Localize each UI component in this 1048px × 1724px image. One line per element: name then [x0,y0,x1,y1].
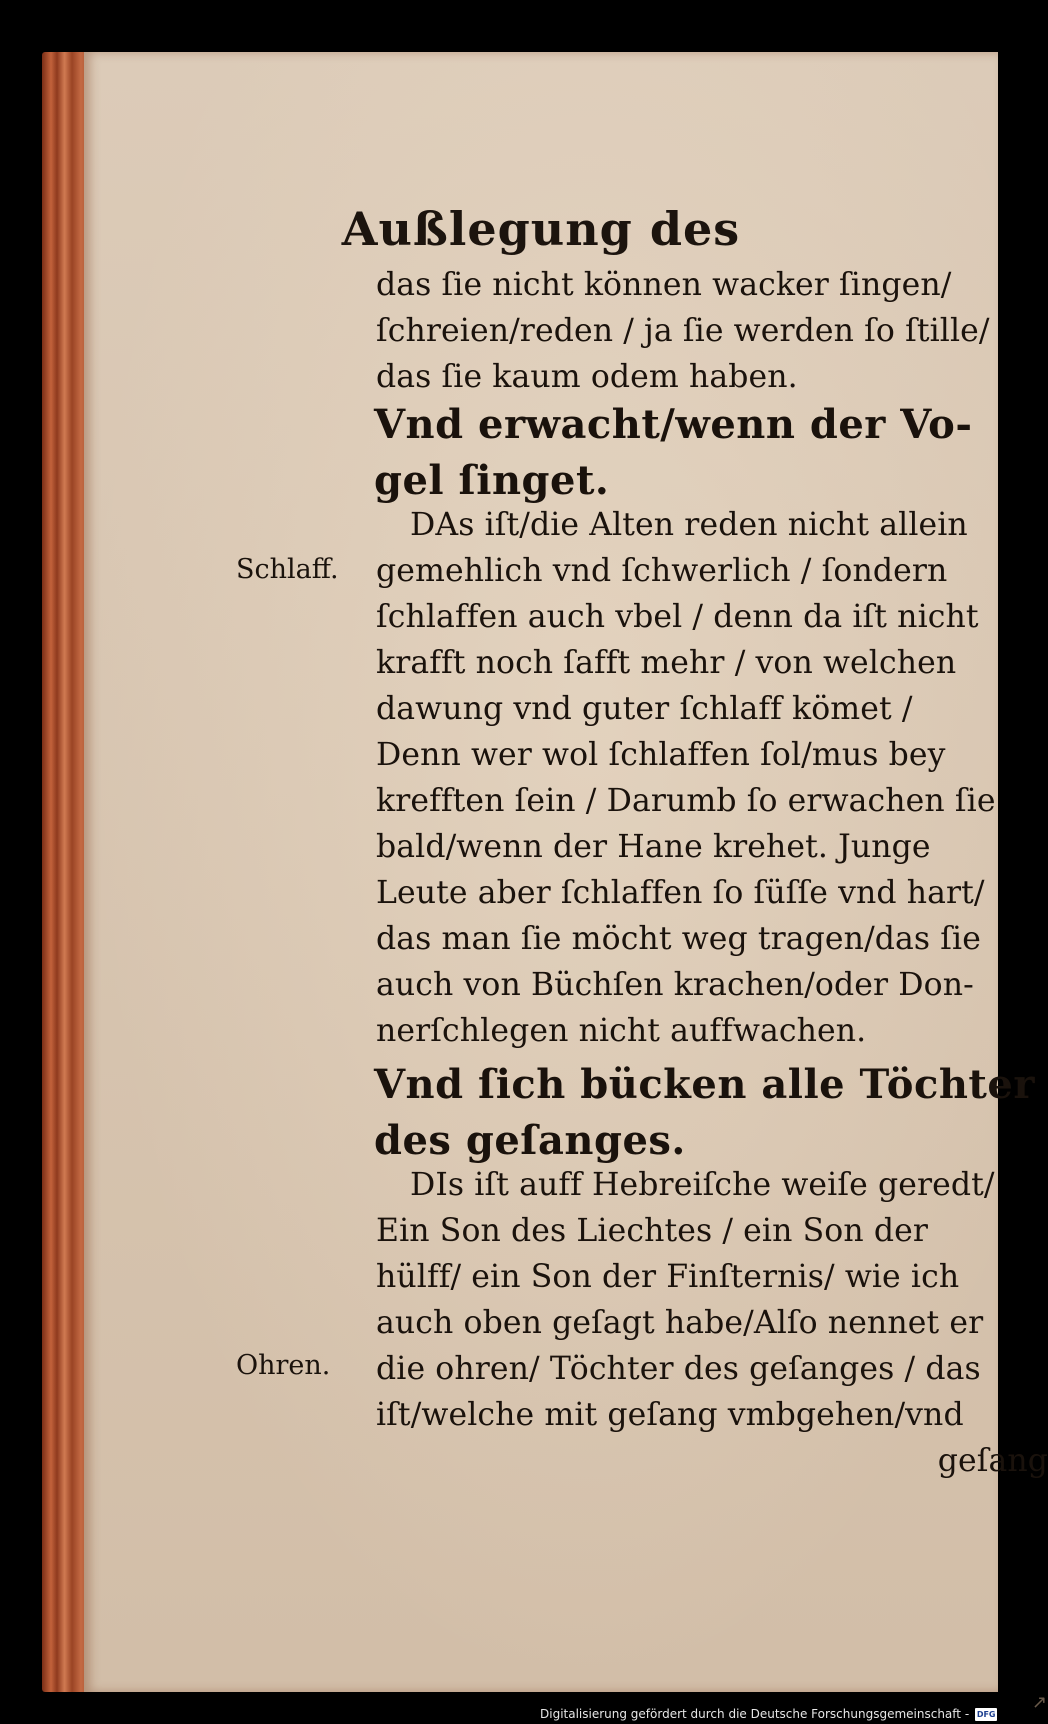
section-heading-2 [374,1057,1046,1169]
text-line: DAs iſt/die Alten reden nicht allein [410,507,968,543]
dfg-logo: DFG [976,1709,996,1719]
text-line: bald/wenn der Hane krehet. Junge [376,829,931,865]
text-line: Ein Son des Liechtes / ein Son der [376,1213,928,1249]
paragraph-3 [376,1162,1048,1484]
text-line: auch von Büchſen krachen/oder Don- [376,967,974,1003]
text-line: das ſie kaum odem haben. [376,359,798,395]
heading-line: Vnd ſich bücken alle Töchter [374,1061,1035,1108]
heading-line: gel ſinget. [374,457,610,504]
paragraph-2 [376,502,1048,1054]
text-line: das ſie nicht können wacker ſingen/ [376,267,952,303]
text-line: auch oben geſagt habe/Alſo nennet er [376,1305,984,1341]
text-line: hülff/ ein Son der Finſternis/ wie ich [376,1259,960,1295]
marginal-note-schlaff: Schlaff. [236,554,339,585]
section-heading-1 [374,397,1046,509]
text-line: krefften ſein / Darumb ſo erwachen ſie [376,783,996,819]
text-line: ſchreien/reden / ja ſie werden ſo ſtille/ [376,313,990,349]
book-page [84,52,1048,1713]
heading-line: Vnd erwacht/wenn der Vo- [374,401,973,448]
footer-text: Digitalisierung gefördert durch die Deutsche Forschungsgemeinschaft - [540,1707,970,1721]
text-line: dawung vnd guter ſchlaff kömet / [376,691,913,727]
text-line: ſchlaffen auch vbel / denn da iſt nicht [376,599,979,635]
text-line: krafft noch ſafft mehr / von welchen [376,645,957,681]
digitization-footer [540,1704,998,1724]
running-head: Außlegung des [341,202,741,256]
marginal-note-ohren: Ohren. [236,1350,331,1381]
text-line: die ohren/ Töchter des geſanges / das [376,1351,981,1387]
text-line: Leute aber ſchlaffen ſo ſüſſe vnd hart/ [376,875,985,911]
text-line: das man ſie möcht weg tragen/das ſie [376,921,981,957]
corner-mark: ↗ [1032,1692,1048,1713]
text-line: gemehlich vnd ſchwerlich / ſondern [376,553,948,589]
text-line: nerſchlegen nicht auffwachen. [376,1013,867,1049]
text-line: Denn wer wol ſchlaffen ſol/mus bey [376,737,946,773]
paragraph-1 [376,262,1048,400]
text-line: iſt/welche mit geſang vmbgehen/vnd [376,1397,964,1433]
heading-line: des geſanges. [374,1117,686,1164]
catchword: geſang [937,1443,1048,1479]
text-line: DIs iſt auff Hebreiſche weiſe geredt/ [410,1167,995,1203]
